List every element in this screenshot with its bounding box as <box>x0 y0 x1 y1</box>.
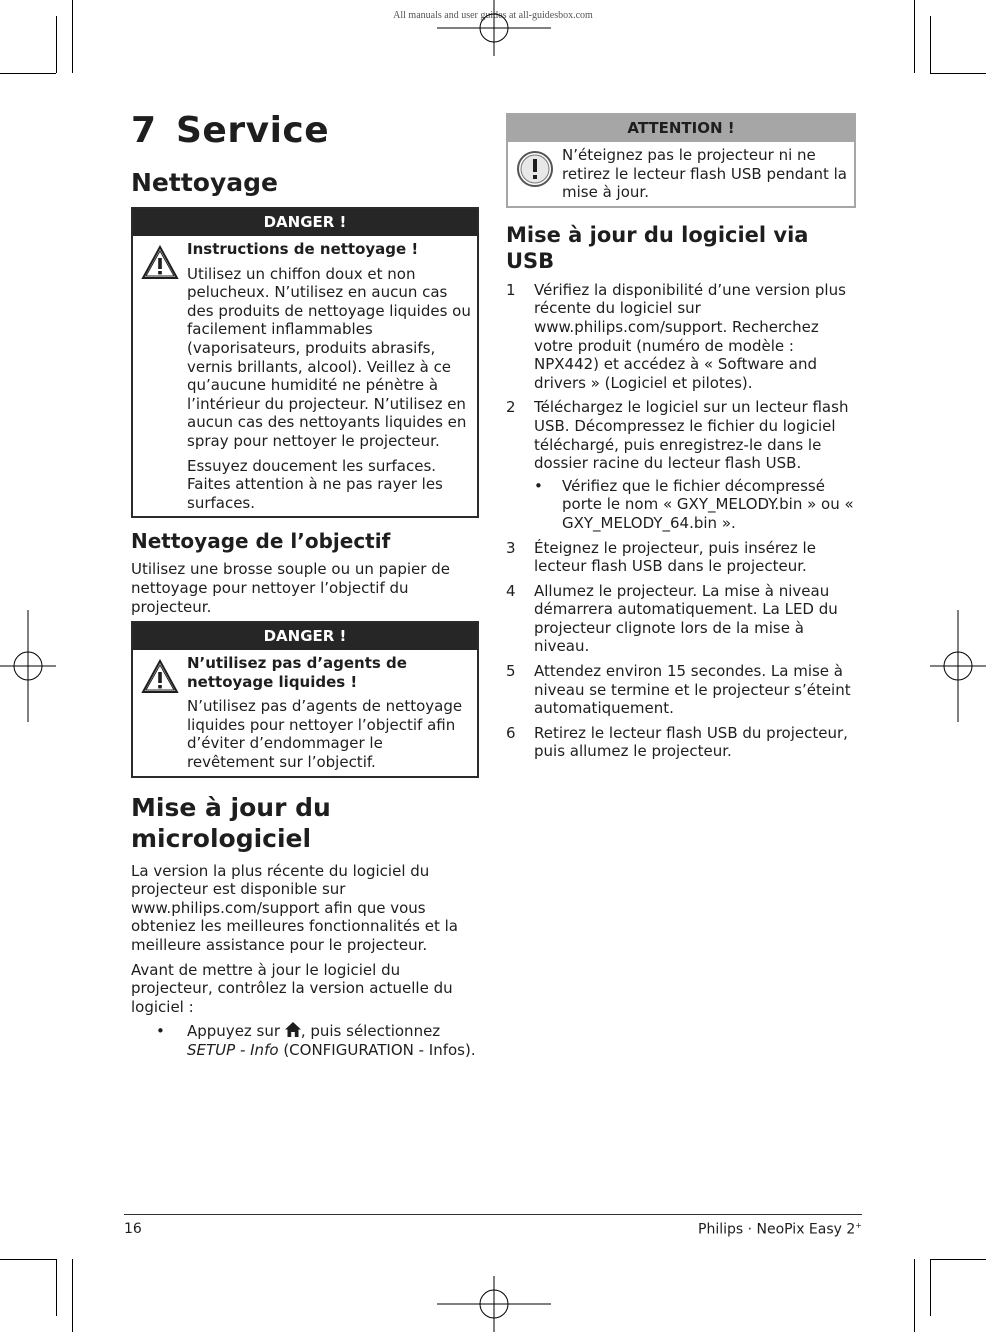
step-number: 3 <box>506 538 516 557</box>
section-title-usb-update: Mise à jour du logiciel via USB <box>506 222 809 273</box>
bullet-text: Appuyez sur <box>187 1022 281 1041</box>
danger-box-lens <box>131 621 479 778</box>
danger-box-cleaning <box>131 207 479 518</box>
chapter-title-text: Service <box>176 110 330 151</box>
crop-mark <box>72 0 73 73</box>
list-item <box>506 539 856 576</box>
list-item <box>506 724 856 761</box>
chapter-title <box>131 110 479 151</box>
danger-paragraph: N’utilisez pas d’agents de nettoyage liquides pour nettoyer l’objectif afin d’éviter d’endommager le revêtement sur l’objectif. <box>187 697 463 772</box>
step-number: 5 <box>506 662 516 681</box>
home-icon <box>285 1022 301 1037</box>
list-item <box>506 582 856 656</box>
firmware-paragraph: Avant de mettre à jour le logiciel du projecteur, contrôlez la version actuelle du logiciel : <box>131 960 453 1016</box>
step-text: Vérifiez la disponibilité d’une version plus récente du logiciel sur www.philips.com/support. Recherchez votre produit (numéro de modèle : NPX442) et accédez à « Software and drivers » (Logiciel et pilotes). <box>534 280 846 392</box>
danger-heading: N’utilisez pas d’agents de nettoyage liquides ! <box>187 654 407 691</box>
crop-mark <box>930 1259 986 1260</box>
danger-paragraph: Utilisez un chiffon doux et non pelucheux. N’utilisez en aucun cas des produits de nettoyage liquides ou facilement inflammables (vaporisateurs, produits abrasifs, vernis brillants, alcool). Veillez à ce qu’aucune humidité ne pénètre à l’intérieur du projecteur. N’utilisez en aucun cas des nettoyants liquides en spray pour nettoyer le projecteur. <box>187 264 471 450</box>
firmware-paragraph: La version la plus récente du logiciel du projecteur est disponible sur www.philips.com/support afin que vous obteniez les meilleures fonctionnalités et la meilleure assistance pour le projecteur. <box>131 861 458 955</box>
list-item <box>534 477 856 533</box>
danger-paragraph: Essuyez doucement les surfaces. Faites attention à ne pas rayer les surfaces. <box>187 456 443 512</box>
step-text: Attendez environ 15 secondes. La mise à niveau se termine et le projecteur s’éteint automatiquement. <box>534 662 851 718</box>
section-title-firmware: Mise à jour du micrologiciel <box>131 792 331 853</box>
warning-icon <box>141 658 179 696</box>
registration-mark <box>930 610 986 722</box>
bullet-text: (CONFIGURATION - Infos). <box>283 1041 476 1059</box>
left-column <box>131 110 479 1060</box>
chapter-number: 7 <box>131 110 157 151</box>
crop-mark <box>914 0 915 73</box>
step-number: 4 <box>506 581 516 600</box>
warning-icon <box>141 244 179 282</box>
list-item <box>506 398 856 532</box>
registration-mark <box>437 1276 551 1332</box>
list-item <box>506 281 856 393</box>
usb-steps <box>506 281 856 761</box>
danger-label: DANGER ! <box>133 209 477 236</box>
step-number: 2 <box>506 398 516 417</box>
attention-box <box>506 113 856 208</box>
list-item <box>506 662 856 718</box>
registration-mark <box>0 610 56 722</box>
footer-product-name: Philips · NeoPix Easy 2 <box>698 1221 856 1238</box>
step-number: 6 <box>506 723 516 742</box>
footer-product <box>698 1221 862 1238</box>
registration-mark <box>437 0 551 56</box>
step-text: Allumez le projecteur. La mise à niveau démarrera automatiquement. La LED du projecteur clignote lors de la mise à niveau. <box>534 581 838 656</box>
bullet-mark: • <box>534 476 543 495</box>
crop-mark <box>930 73 986 74</box>
right-column <box>506 113 856 767</box>
step-text: Téléchargez le logiciel sur un lecteur flash USB. Décompressez le fichier du logiciel téléchargé, puis enregistrez-le dans le dossier racine du lecteur flash USB. <box>534 398 849 473</box>
exclamation-icon <box>516 150 554 188</box>
bullet-mark: • <box>156 1022 165 1041</box>
section-title-objectif: Nettoyage de l’objectif <box>131 529 391 554</box>
bullet-text: , puis sélectionnez <box>300 1022 441 1041</box>
crop-mark <box>72 1259 73 1332</box>
step-text: Retirez le lecteur flash USB du projecteur, puis allumez le projecteur. <box>534 723 848 761</box>
section-title-nettoyage: Nettoyage <box>131 168 278 197</box>
firmware-bullet <box>131 1022 479 1059</box>
footer-product-sup: + <box>855 1221 862 1230</box>
bullet-menu-path: SETUP - Info <box>187 1041 279 1059</box>
watermark: All manuals and user guides at all-guidesbox.com <box>393 10 593 21</box>
objectif-intro: Utilisez une brosse souple ou un papier de nettoyage pour nettoyer l’objectif du projecteur. <box>131 560 450 616</box>
step-text: Vérifiez que le fichier décompressé porte le nom « GXY_MELODY.bin » ou « GXY_MELODY_64.bin ». <box>562 476 854 532</box>
crop-mark <box>930 1259 931 1316</box>
crop-mark <box>930 16 931 73</box>
footer-divider <box>124 1214 862 1215</box>
attention-label: ATTENTION ! <box>508 115 854 142</box>
crop-mark <box>0 73 56 74</box>
step-number: 1 <box>506 280 516 299</box>
page-number: 16 <box>124 1221 142 1237</box>
attention-text: N’éteignez pas le projecteur ni ne retirez le lecteur flash USB pendant la mise à jour. <box>562 146 847 202</box>
sub-list <box>534 477 856 533</box>
danger-label: DANGER ! <box>133 623 477 650</box>
step-text: Éteignez le projecteur, puis insérez le lecteur flash USB dans le projecteur. <box>534 538 816 576</box>
crop-mark <box>56 1259 57 1316</box>
danger-heading: Instructions de nettoyage ! <box>187 240 419 258</box>
crop-mark <box>56 16 57 73</box>
crop-mark <box>914 1259 915 1332</box>
crop-mark <box>0 1259 56 1260</box>
